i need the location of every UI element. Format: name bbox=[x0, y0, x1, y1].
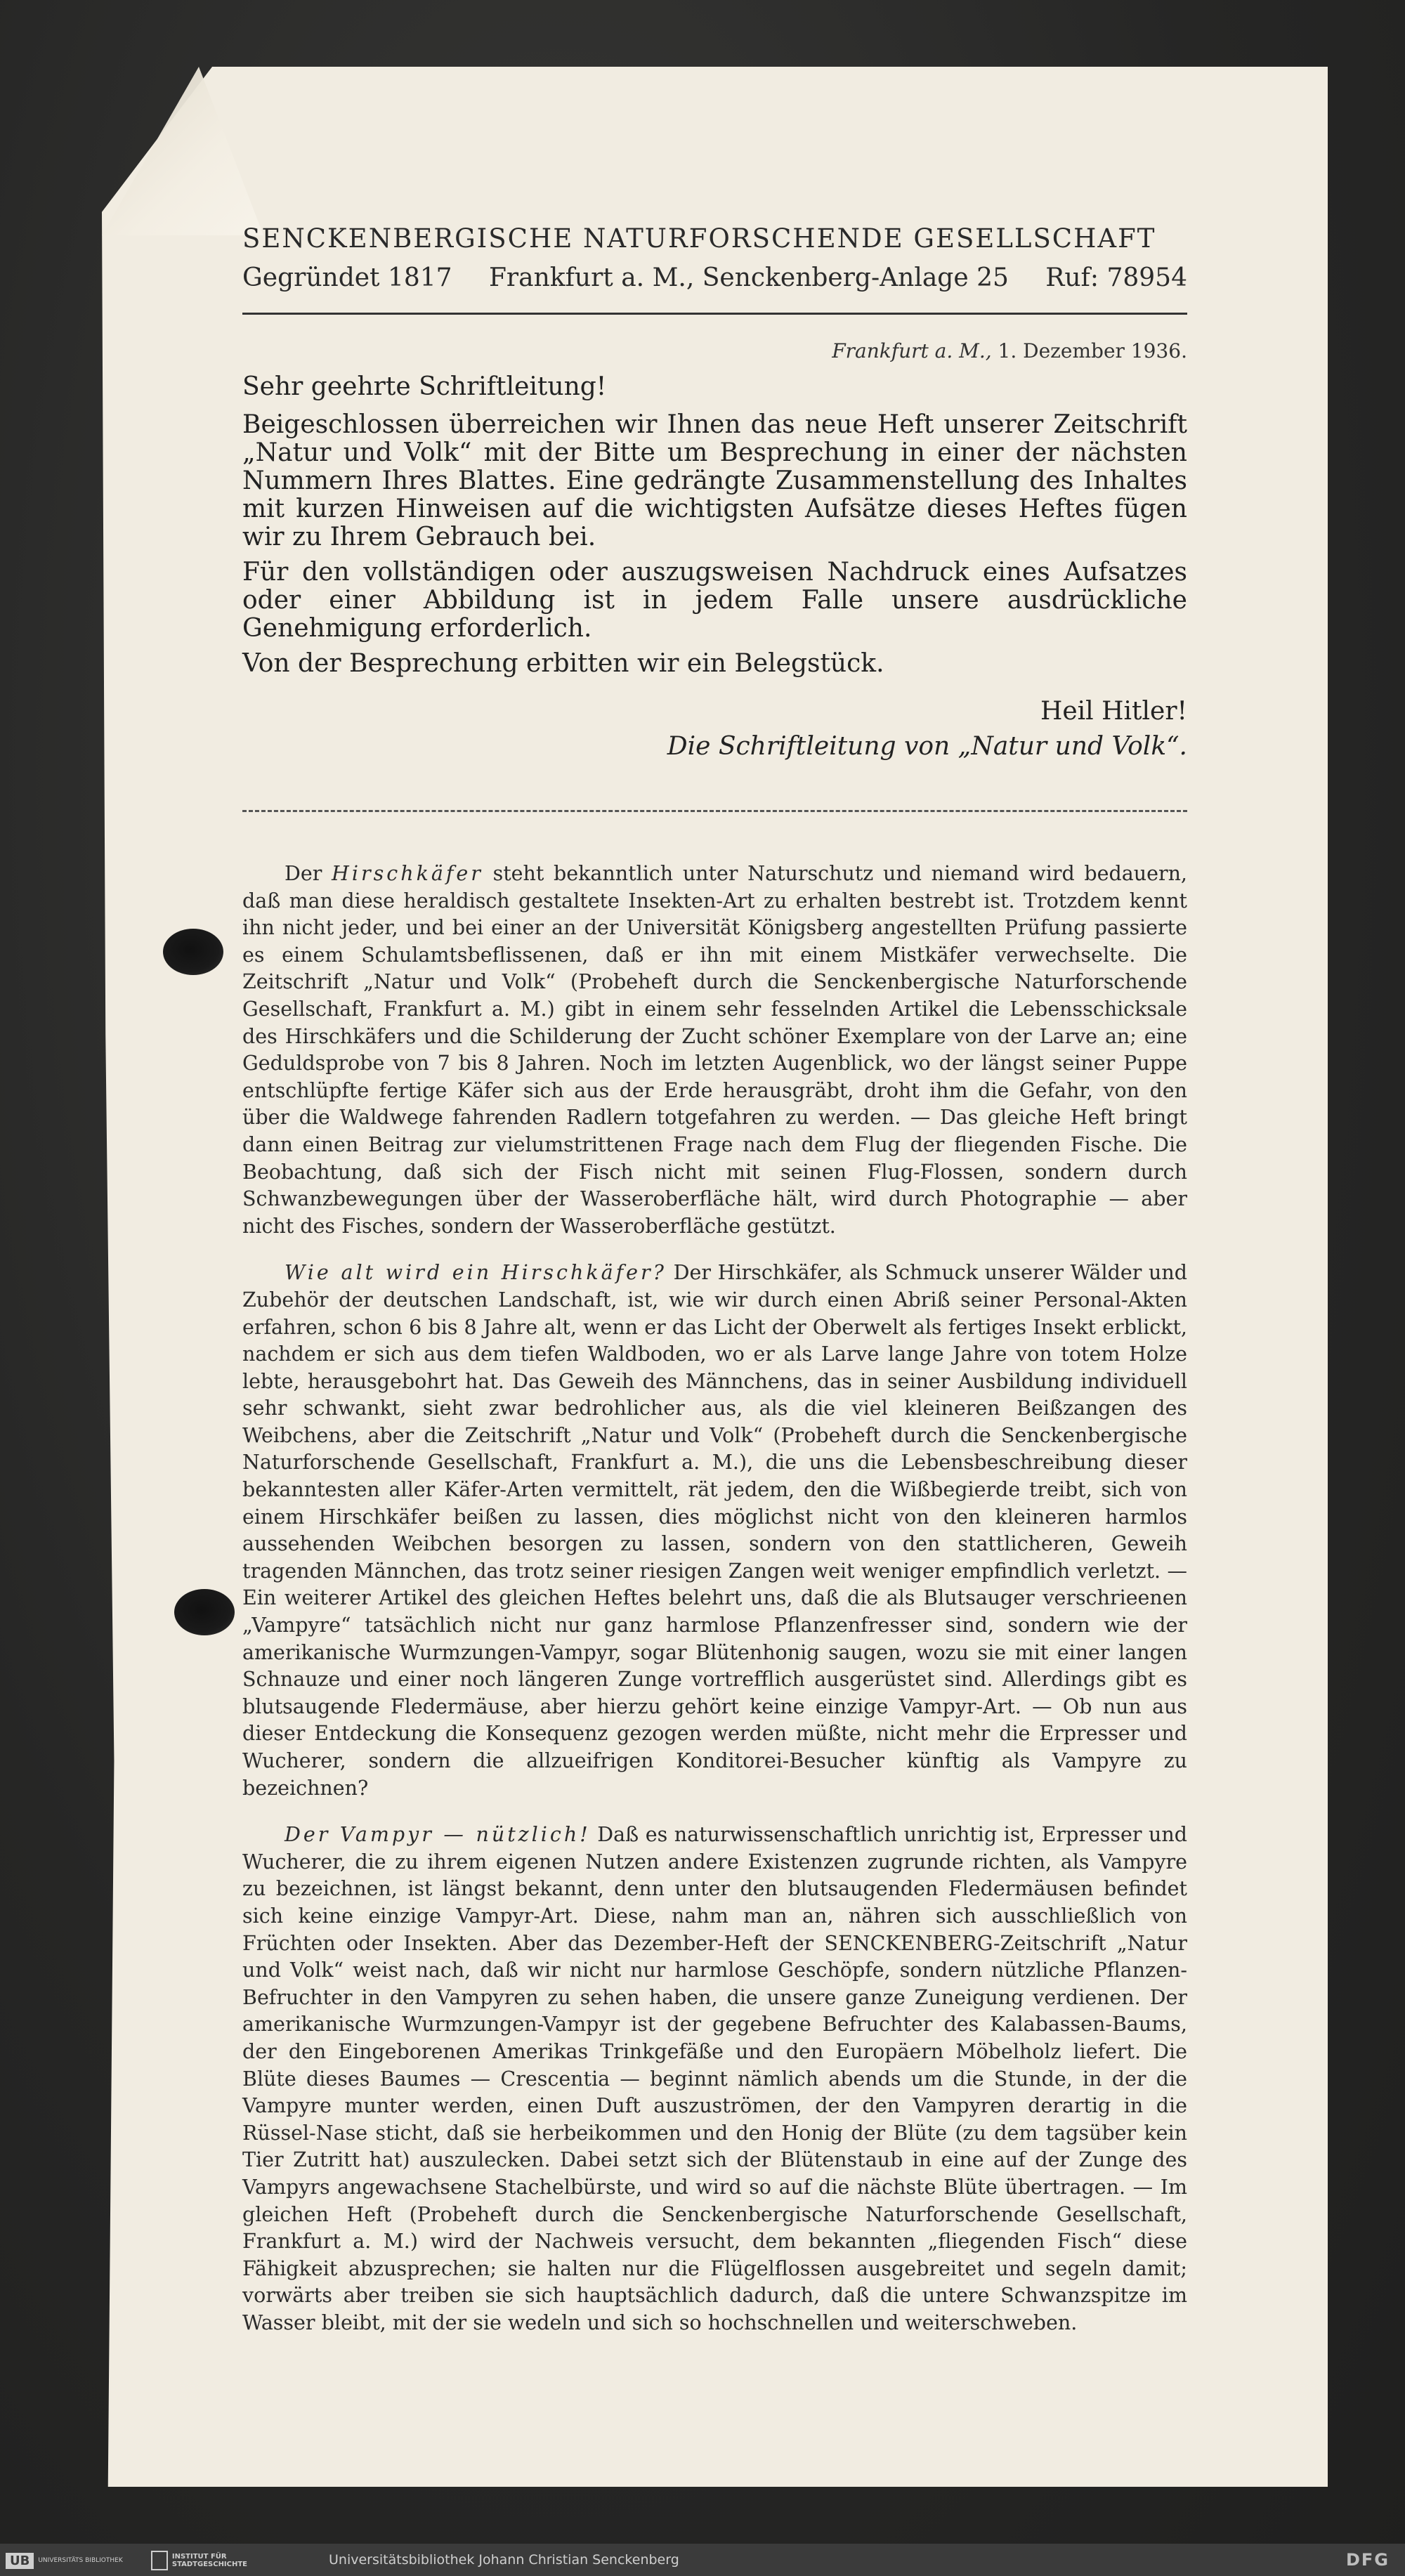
letter-date bbox=[832, 339, 1187, 362]
dfg-logo[interactable]: DFG bbox=[1345, 2550, 1390, 2570]
punch-hole bbox=[174, 1589, 235, 1635]
header-rule bbox=[242, 313, 1187, 315]
date-value: 1. Dezember 1936. bbox=[998, 339, 1187, 362]
library-credit: Universitätsbibliothek Johann Christian Senckenberg bbox=[329, 2552, 679, 2568]
address-text: Frankfurt a. M., Senckenberg-Anlage 25 bbox=[488, 263, 1009, 292]
society-subline bbox=[242, 263, 1187, 292]
institute-logo-text: INSTITUT FÜR STADTGESCHICHTE bbox=[171, 2553, 248, 2568]
greeting: Heil Hitler! bbox=[1040, 697, 1187, 726]
letter-paragraph: Von der Besprechung erbitten wir ein Belegstück. bbox=[242, 649, 884, 678]
article-pre: Der bbox=[285, 862, 332, 885]
phone-text: Ruf: 78954 bbox=[1045, 263, 1187, 292]
article-summaries bbox=[242, 861, 1187, 2356]
salutation: Sehr geehrte Schriftleitung! bbox=[242, 372, 607, 401]
ub-logo-mark: UB bbox=[6, 2553, 34, 2569]
article-lead: Wie alt wird ein Hirschkäfer? bbox=[285, 1261, 667, 1285]
signature: Die Schriftleitung von „Natur und Volk“. bbox=[667, 732, 1187, 761]
institute-logo[interactable] bbox=[151, 2551, 292, 2570]
article-text: Der Hirschkäfer, als Schmuck unserer Wälder und Zubehör der deutschen Landschaft, ist, wie wir durch einen Abriß seiner Personal-Akten erfahren, schon 6 bis 8 Jahre alt, wenn er das Licht der Oberwelt als fertiges Insekt erblickt, nachdem er sich aus dem tiefen Waldboden, wo er als Larve lange Jahre von totem Holze lebte, herausgebohrt hat. Das Geweih des Männchens, das in seiner Ausbildung individuell sehr schwankt, sieht zwar bedrohlicher aus, als die viel kleineren Beißzangen des Weibchens, aber die Zeitschrift „Natur und Volk“ (Probeheft durch die Senckenbergische Naturforschende Gesellschaft, Frankfurt a. M.), die uns die Lebensbeschreibung dieser bekanntesten aller Käfer-Arten vermittelt, rät jedem, den die Wißbegierde treibt, sich von einem Hirschkäfer beißen zu lassen, dies möglichst nicht von den kleineren harmlos aussehenden Weibchen besorgen zu lassen, sondern von den stattlicheren, Geweih tragenden Männchen, das trotz seiner riesigen Zangen weit weniger empfindlich verletzt. — Ein weiterer Artikel des gleichen Heftes belehrt uns, daß die als Blutsauger verschrieenen „Vampyre“ tatsächlich nicht nur ganz harmlose Pflanzenfresser sind, sondern wie der amerikanische Wurmzungen-Vampyr, sogar Blütenhonig saugen, wozu sie mit einer langen Schnauze und einer noch längeren Zunge vortrefflich ausgerüstet sind. Allerdings gibt es blutsaugende Fledermäuse, aber hierzu gehört keine einzige Vampyr-Art. — Ob nun aus dieser Entdeckung die Konsequenz gezogen werden müßte, nicht mehr die Erpresser und Wucherer, sondern die allzueifrigen Konditorei-Besucher künftig als Vampyre zu bezeichnen? bbox=[242, 1261, 1187, 1800]
ub-logo-text: UNIVERSITÄTS BIBLIOTHEK bbox=[38, 2557, 123, 2564]
dashed-separator bbox=[242, 810, 1187, 812]
letter-closing bbox=[667, 694, 1187, 764]
article-paragraph bbox=[242, 1260, 1187, 1802]
article-paragraph bbox=[242, 1822, 1187, 2336]
letter-paragraph: Für den vollständigen oder auszugsweisen Nachdruck eines Aufsatzes oder einer Abbildung ist in jedem Falle unsere ausdrückliche Genehmigung erforderlich. bbox=[242, 558, 1187, 643]
ub-logo[interactable] bbox=[6, 2551, 132, 2570]
founded-text: Gegründet 1817 bbox=[242, 263, 452, 292]
date-place: Frankfurt a. M., bbox=[832, 339, 992, 362]
letter-paragraph: Beigeschlossen überreichen wir Ihnen das neue Heft unserer Zeitschrift „Natur und Volk“ mit der Bitte um Besprechung in einer der nächsten Nummern Ihres Blattes. Eine gedrängte Zusammenstellung des Inhaltes mit kurzen Hinweisen auf die wichtigsten Aufsätze dieses Heftes fügen wir zu Ihrem Gebrauch bei. bbox=[242, 410, 1187, 551]
article-text: steht bekanntlich unter Naturschutz und niemand wird bedauern, daß man diese heraldisch gestaltete Insekten-Art zu erhalten bestrebt ist. Trotzdem kennt ihn nicht jeder, und bei einer an der Universität Königsberg angestellten Prüfung passierte es einem Schulamtsbeflissenen, daß er ihn mit einem Mistkäfer verwechselte. Die Zeitschrift „Natur und Volk“ (Probeheft durch die Senckenbergische Naturforschende Gesellschaft, Frankfurt a. M.) gibt in einem sehr fesselnden Artikel die Lebensschicksale des Hirschkäfers und die Schilderung der Zucht schöner Exemplare von der Larve an; eine Geduldsprobe von 7 bis 8 Jahren. Noch im letzten Augenblick, wo der längst seiner Puppe entschlüpfte fertige Käfer sich aus der Erde herausgräbt, droht ihm die Gefahr, von den über die Waldwege fahrenden Radlern totgefahren zu werden. — Das gleiche Heft bringt dann einen Beitrag zur vielumstrittenen Frage nach dem Flug der fliegenden Fische. Die Beobachtung, daß sich der Fisch nicht mit seinen Flug-Flossen, sondern durch Schwanzbewegungen über der Wasseroberfläche hält, wird durch Photographie — aber nicht des Fisches, sondern der Wasseroberfläche gestützt. bbox=[242, 862, 1187, 1238]
letter-body bbox=[242, 411, 1187, 685]
article-text: Daß es naturwissenschaftlich unrichtig ist, Erpresser und Wucherer, die zu ihrem eigenen Nutzen andere Existenzen zugrunde richten, als Vampyre zu bezeichnen, ist längst bekannt, denn unter den blutsaugenden Fledermäusen befindet sich keine einzige Vampyr-Art. Diese, nahm man an, nähren sich ausschließlich von Früchten oder Insekten. Aber das Dezember-Heft der SENCKENBERG-Zeitschrift „Natur und Volk“ weist nach, daß wir nicht nur harmlose Geschöpfe, sondern nützliche Pflanzen-Befruchter in den Vampyren zu sehen haben, die unsere ganze Zuneigung verdienen. Der amerikanische Wurmzungen-Vampyr ist der gegebene Befruchter des Kalabassen-Baums, der den Eingeborenen Amerikas Trinkgefäße und den Europäern Möbelholz liefert. Die Blüte dieses Baumes — Crescentia — beginnt nämlich abends um die Stunde, in der die Vampyre munter werden, einen Duft auszuströmen, der den Vampyren derartig in die Rüssel-Nase sticht, daß sie herbeikommen und den Honig der Blüte (zu dem tagsüber kein Tier Zutritt hat) auszulecken. Dabei setzt sich der Blütenstaub in eine auf der Zunge des Vampyrs angewachsene Stachelbürste, und wird so auf die nächste Blüte übertragen. — Im gleichen Heft (Probeheft durch die Senckenbergische Naturforschende Gesellschaft, Frankfurt a. M.) wird der Nachweis versucht, dem bekannten „fliegenden Fisch“ diese Fähigkeit abzusprechen; sie halten nur die Flügelflossen ausgebreitet und segeln damit; vorwärts aber treiben sie sich hauptsächlich dadurch, daß die untere Schwanzspitze im Wasser bleibt, mit der sie wedeln und sich so hochschnellen und weiterschweben. bbox=[242, 1823, 1187, 2334]
institute-logo-icon bbox=[151, 2551, 168, 2570]
society-title: SENCKENBERGISCHE NATURFORSCHENDE GESELLSCHAFT bbox=[242, 223, 1156, 254]
viewer-footer bbox=[0, 2544, 1405, 2576]
article-lead: Hirschkäfer bbox=[332, 862, 483, 885]
article-paragraph bbox=[242, 861, 1187, 1240]
article-lead: Der Vampyr — nützlich! bbox=[285, 1823, 591, 1847]
punch-hole bbox=[163, 929, 223, 975]
